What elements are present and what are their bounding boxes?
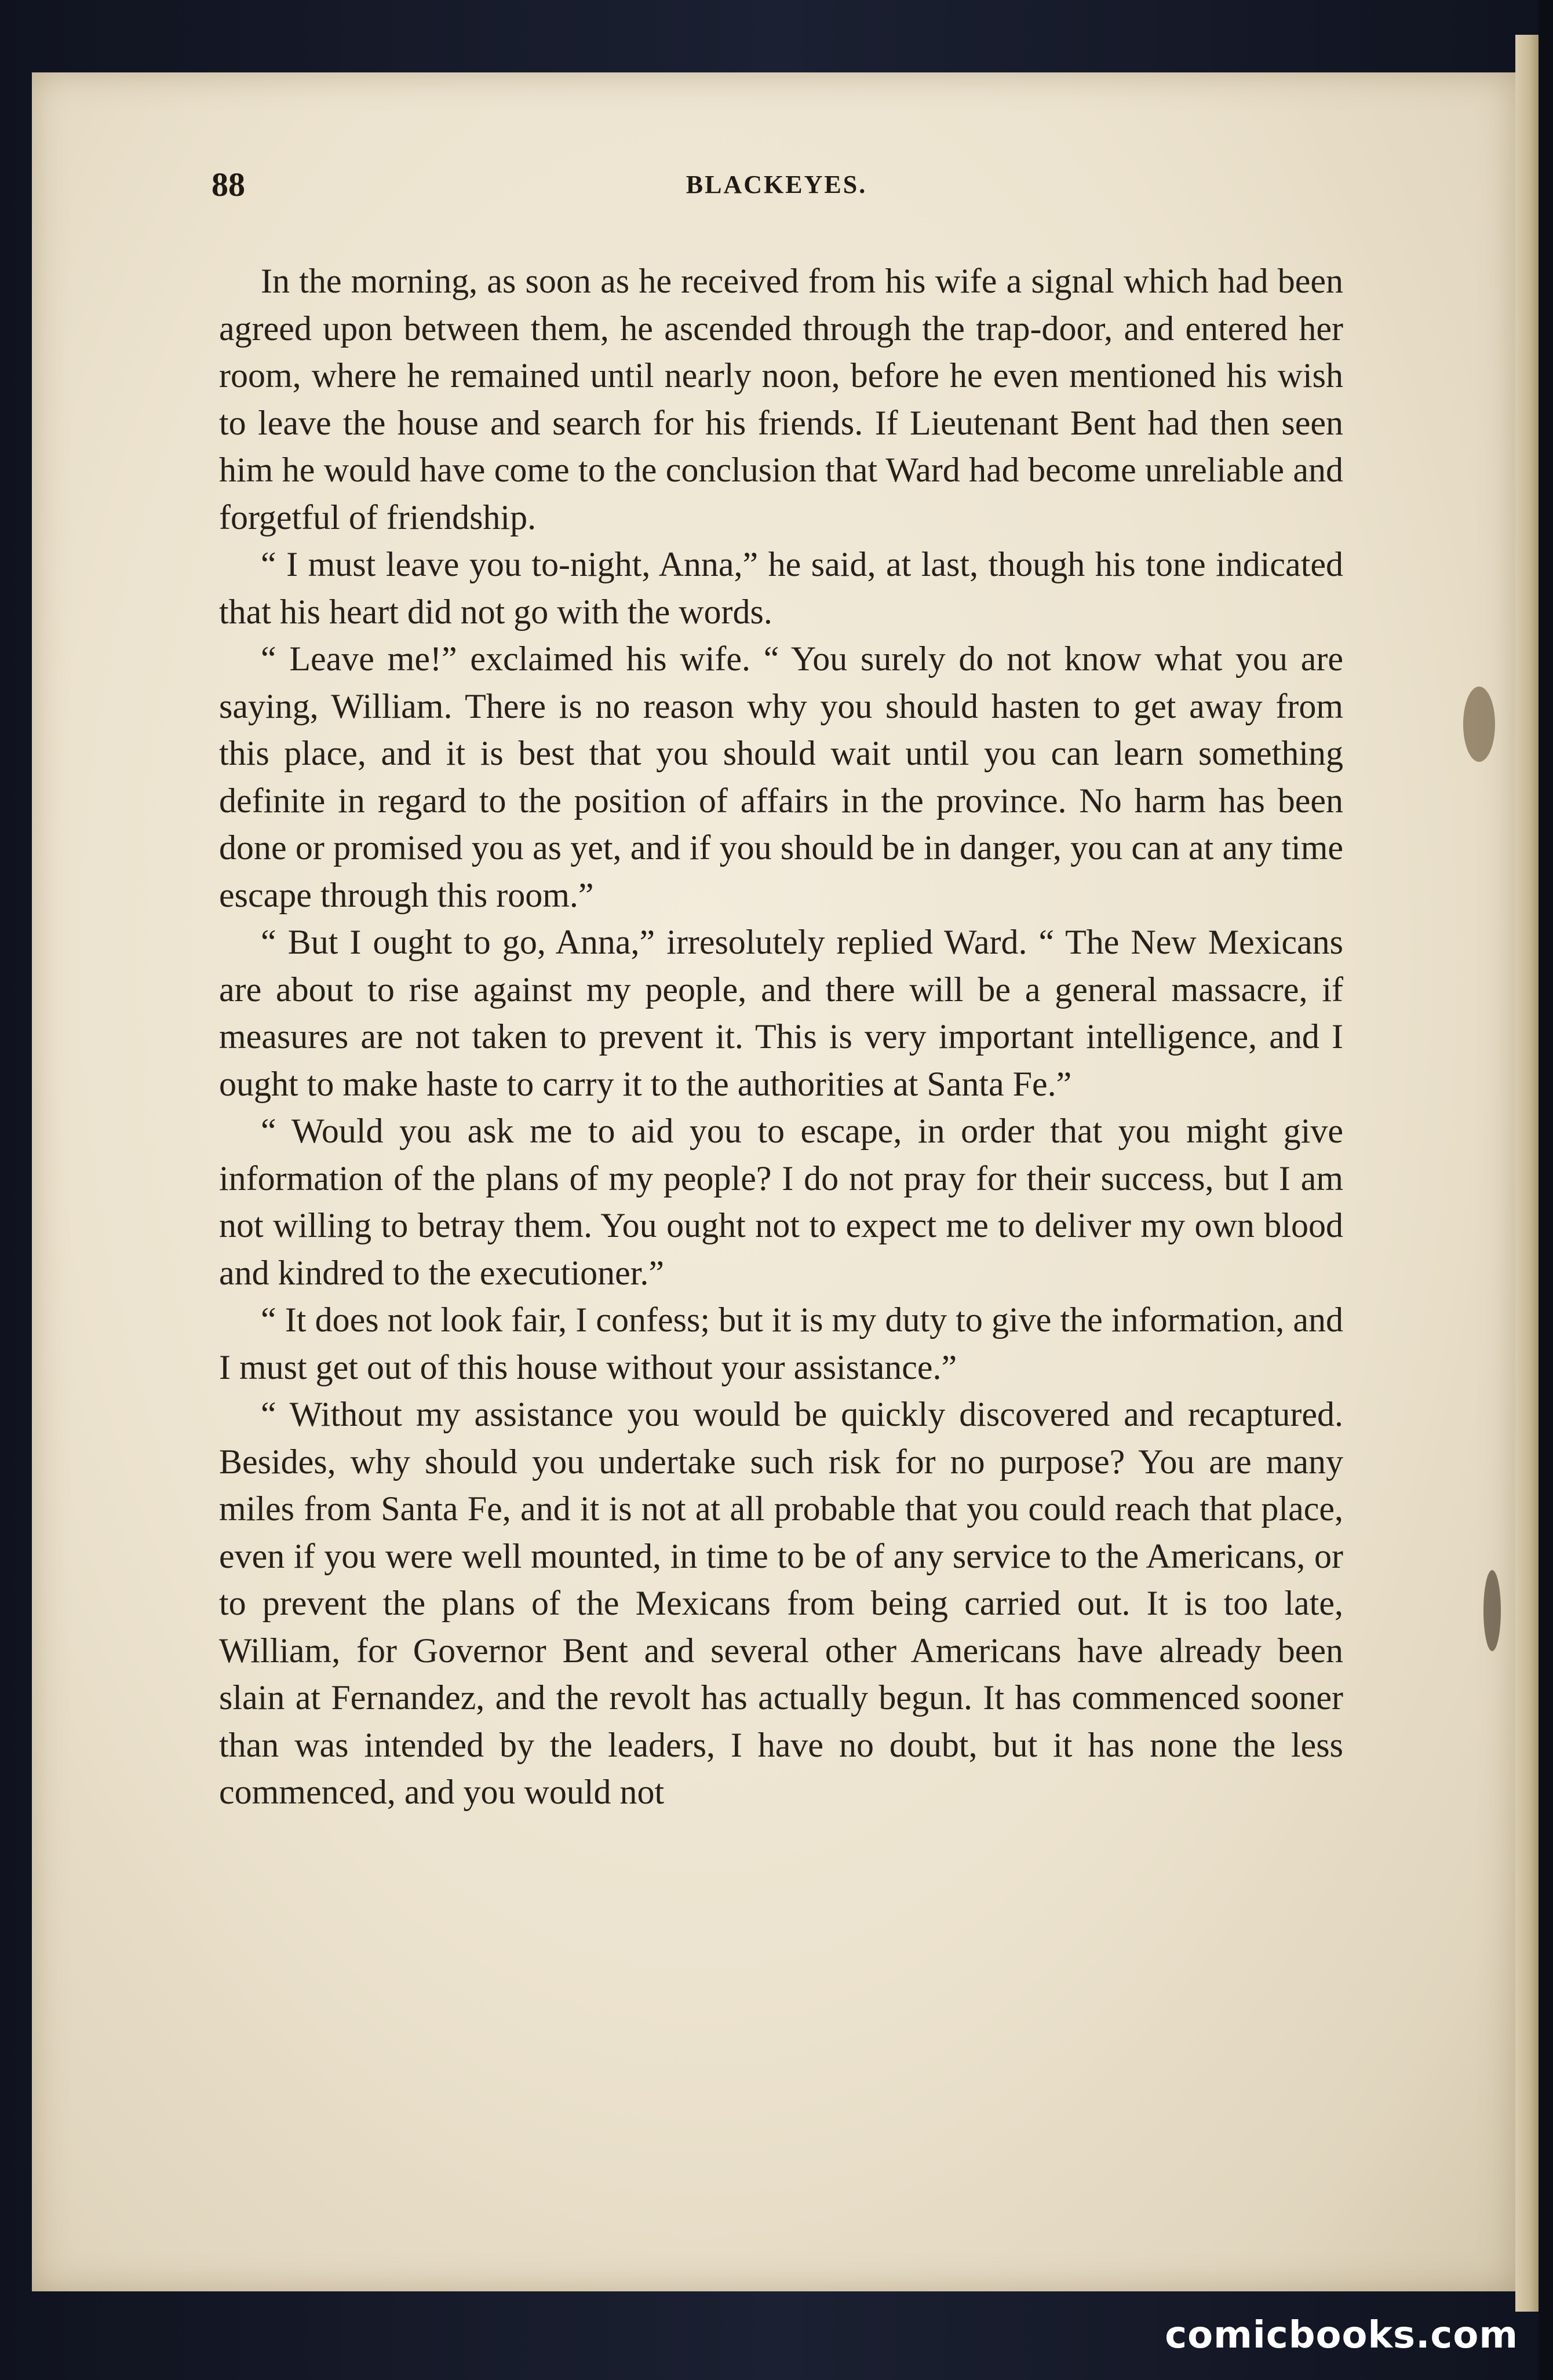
paragraph: “ Leave me!” exclaimed his wife. “ You surely do not know what you are saying, William. There is no reason why you should hasten to get away from this place, and it is best that you should wait until you can learn something definite in regard to the position of affairs in the province. No harm has been done or promised you as yet, and if you should be in danger, you can at any time escape through this room.” [219,640,1343,914]
paragraph: “ Without my assistance you would be quickly discovered and recaptured. Besides, why should you undertake such risk for no purpose? You are many miles from Santa Fe, and it is not at all probable that you could reach that place, even if you were well mounted, in time to be of any service to the Americans, or to prevent the plans of the Mexicans from being carried out. It is too late, William, for Governor Bent and several other Americans have already been slain at Fernandez, and the revolt has actually begun. It has commenced sooner than was intended by the leaders, I have no doubt, but it has none the less commenced, and you would not [219,1395,1343,1811]
paragraph: “ Would you ask me to aid you to escape, in order that you might give information of the plans of my people? I do not pray for their success, but I am not willing to betray them. You ought not to expect me to deliver my own blood and kindred to the executioner.” [219,1112,1343,1292]
next-page-edge [1515,35,1539,2312]
paragraph: In the morning, as soon as he received from his wife a signal which had been agreed upon between them, he ascended through the trap-door, and entered her room, where he remained until nearly noon, before he even mentioned his wish to leave the house and search for his friends. If Lieutenant Bent had then seen him he would have come to the conclusion that Ward had become unreliable and forgetful of friendship. [219,262,1343,536]
body-text [219,258,1343,1816]
running-title: BLACKEYES. [686,170,867,199]
paper-stain [1483,1570,1501,1651]
book-edge-shadow [1539,0,1553,2380]
page-number: 88 [212,166,245,203]
page-header [212,165,1341,211]
paragraph: “ I must leave you to-night, Anna,” he said, at last, though his tone indicated that his heart did not go with the words. [219,545,1343,631]
watermark-logo: comicbooks.com [1165,2314,1518,2357]
paragraph: “ It does not look fair, I confess; but it is my duty to give the information, and I must get out of this house without your assistance.” [219,1301,1343,1386]
paragraph: “ But I ought to go, Anna,” irresolutely replied Ward. “ The New Mexicans are about to rise against my people, and there will be a general massacre, if measures are not taken to prevent it. This is very important intelligence, and I ought to make haste to carry it to the authorities at Santa Fe.” [219,923,1343,1103]
paper-stain [1463,687,1495,762]
